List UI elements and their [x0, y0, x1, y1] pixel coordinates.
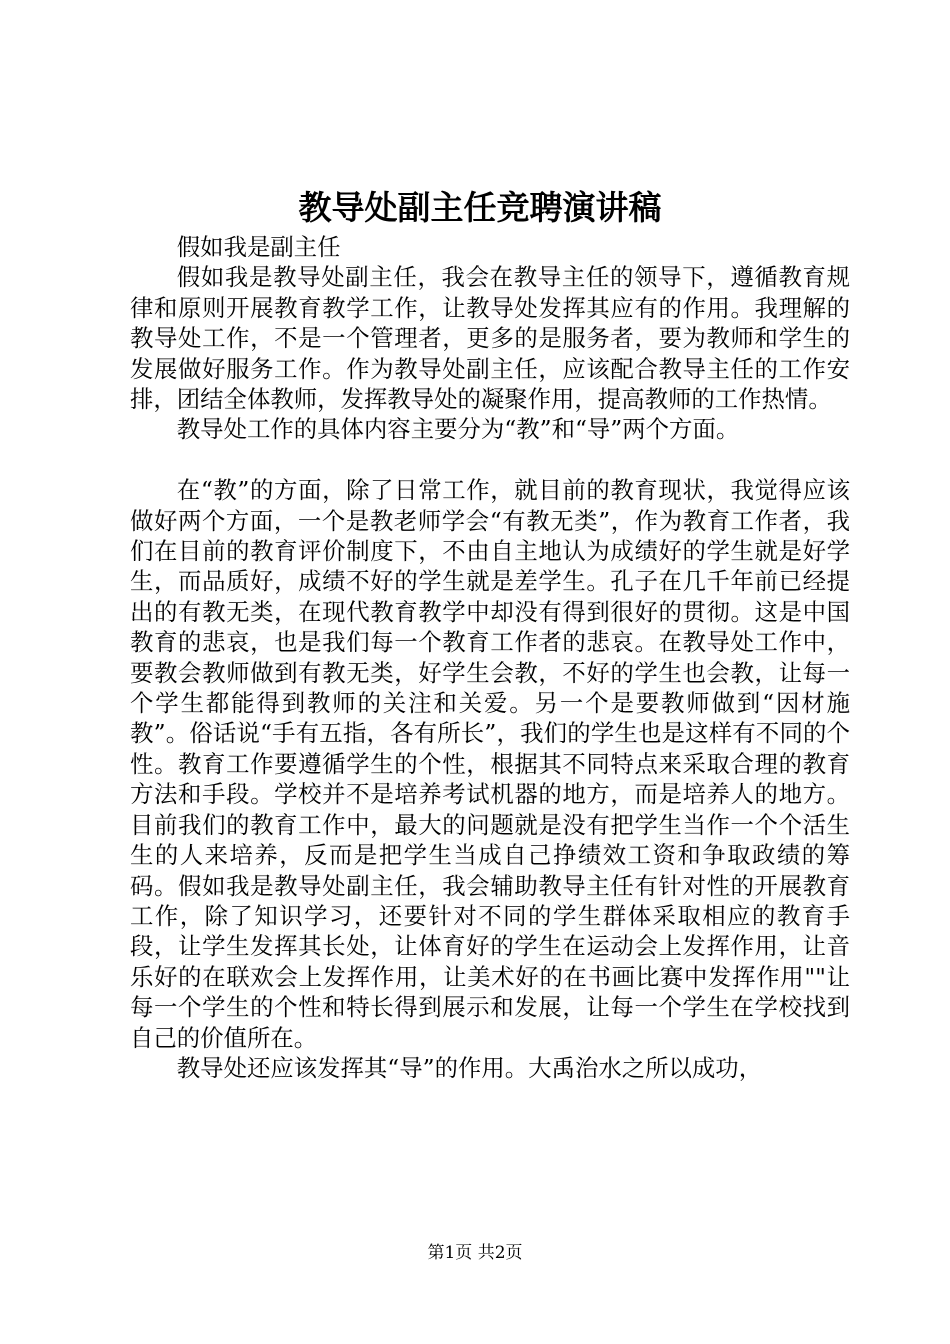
paragraph-teaching: 在“教”的方面，除了日常工作，就目前的教育现状，我觉得应该做好两个方面，一个是教老师学会“有教无类”，作为教育工作者，我们在目前的教育评价制度下，不由自主地认为成绩好的学生就是好学生，而品质好，成绩不好的学生就是差学生。孔子在几千年前已经提出的有教无类，在现代教育教学中却没有得到很好的贯彻。这是中国教育的悲哀，也是我们每一个教育工作者的悲哀。在教导处工作中，要教会教师做到有教无类，好学生会教，不好的学生也会教，让每一个学生都能得到教师的关注和关爱。另一个是要教师做到“因材施教”。俗话说“手有五指，各有所长”，我们的学生也是这样有不同的个性。教育工作要遵循学生的个性，根据其不同特点来采取合理的教育方法和手段。学校并不是培养考试机器的地方，而是培养人的地方。目前我们的教育工作中，最大的问题就是没有把学生当作一个个活生生的人来培养，反而是把学生当成自己挣绩效工资和争取政绩的筹码。假如我是教导处副主任，我会辅助教导主任有针对性的开展教育工作，除了知识学习，还要针对不同的学生群体采取相应的教育手段，让学生发挥其长处，让体育好的学生在运动会上发挥作用，让音乐好的在联欢会上发挥作用，让美术好的在书画比赛中发挥作用""让每一个学生的个性和特长得到展示和发展，让每一个学生在学校找到自己的价值所在。	[130, 476, 850, 1052]
document-body	[130, 232, 850, 1083]
page-footer: 第1页 共2页	[427, 1243, 523, 1263]
paragraph-overview: 教导处工作的具体内容主要分为“教”和“导”两个方面。	[176, 415, 740, 444]
paragraph-spacer	[130, 445, 850, 475]
paragraph-guidance: 教导处还应该发挥其“导”的作用。大禹治水之所以成功，	[176, 1053, 763, 1082]
paragraph-intro: 假如我是教导处副主任，我会在教导主任的领导下，遵循教育规律和原则开展教育教学工作，让教导处发挥其应有的作用。我理解的教导处工作，不是一个管理者，更多的是服务者，要为教师和学生的发展做好服务工作。作为教导处副主任，应该配合教导主任的工作安排，团结全体教师，发挥教导处的凝聚作用，提高教师的工作热情。	[130, 263, 850, 414]
paragraph-subtitle: 假如我是副主任	[176, 233, 341, 261]
document-title: 教导处副主任竞聘演讲稿	[298, 188, 662, 227]
